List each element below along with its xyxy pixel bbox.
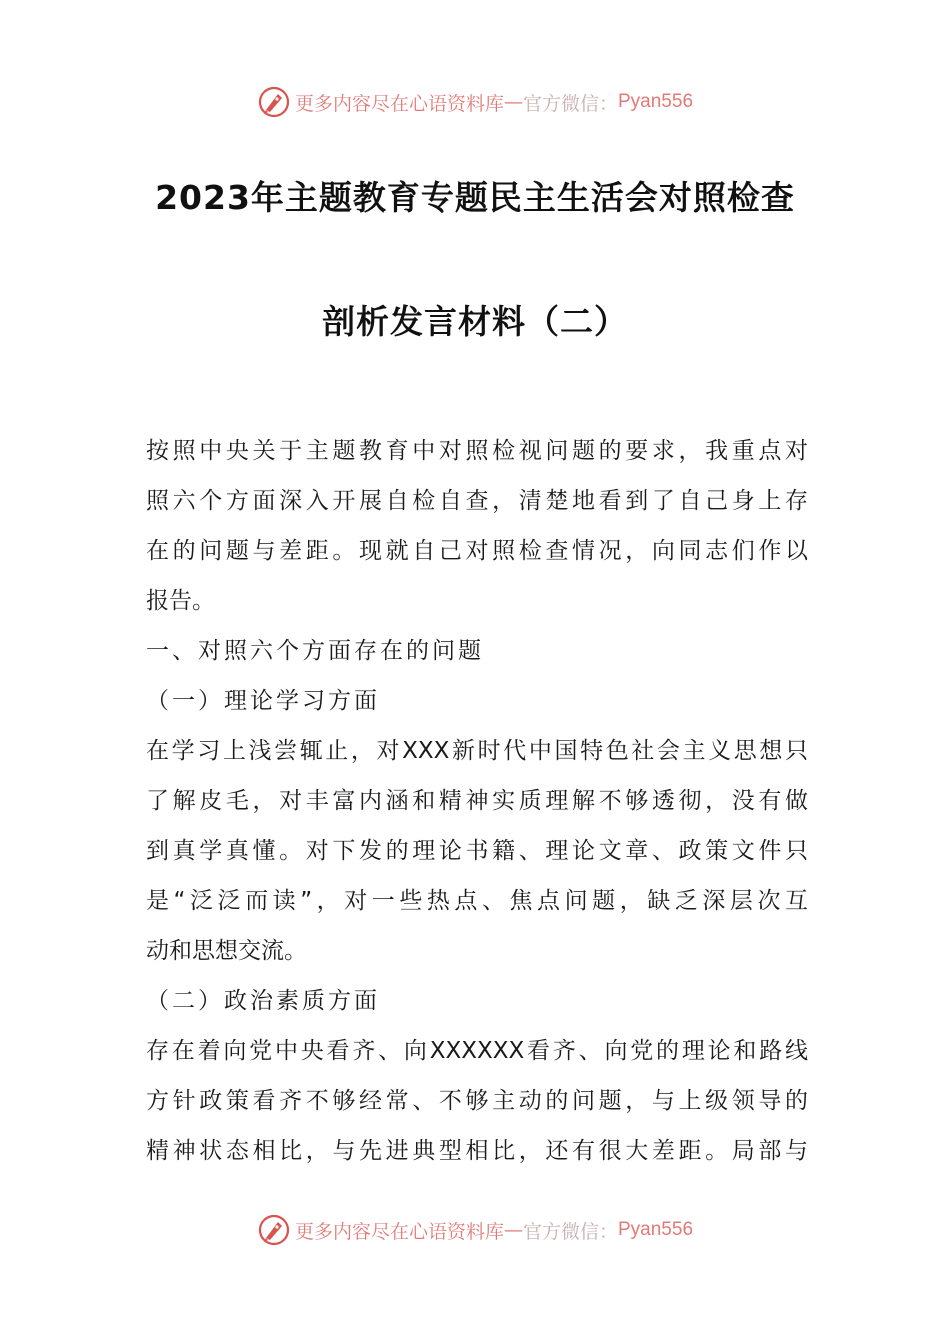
body-line: 到真学真懂。对下发的理论书籍、理论文章、政策文件只 bbox=[146, 838, 808, 864]
footer-watermark-banner bbox=[0, 1210, 950, 1250]
wechat-label: 官方微信： bbox=[522, 1220, 618, 1243]
subsection-heading: （一）理论学习方面 bbox=[146, 688, 380, 714]
wechat-id: Pyan556 bbox=[618, 91, 694, 112]
body-line: 在的问题与差距。现就自己对照检查情况，向同志们作以 bbox=[146, 538, 808, 564]
body-line: 报告。 bbox=[146, 588, 215, 614]
separator-dash: — bbox=[503, 91, 523, 113]
wechat-label: 官方微信： bbox=[522, 92, 618, 115]
body-line: 是“泛泛而读”，对一些热点、焦点问题，缺乏深层次互 bbox=[146, 888, 808, 914]
body-line: 动和思想交流。 bbox=[146, 938, 307, 964]
document-body bbox=[146, 426, 808, 1176]
body-line: 精神状态相比，与先进典型相比，还有很大差距。局部与 bbox=[146, 1138, 808, 1164]
wechat-id: Pyan556 bbox=[618, 1219, 694, 1240]
body-line: 了解皮毛，对丰富内涵和精神实质理解不够透彻，没有做 bbox=[146, 788, 808, 814]
header-watermark-banner bbox=[0, 82, 950, 122]
body-line: 方针政策看齐不够经常、不够主动的问题，与上级领导的 bbox=[146, 1088, 808, 1114]
pen-nib-logo-icon bbox=[257, 1213, 291, 1247]
separator-dash: — bbox=[503, 1219, 523, 1241]
site-name-text: 更多内容尽在心语资料库 bbox=[294, 1220, 504, 1243]
site-name-text: 更多内容尽在心语资料库 bbox=[294, 92, 504, 115]
section-heading: 一、对照六个方面存在的问题 bbox=[146, 638, 484, 664]
body-line: 在学习上浅尝辄止，对XXX新时代中国特色社会主义思想只 bbox=[146, 738, 808, 764]
document-title-line-2: 剖析发言材料（二） bbox=[322, 302, 628, 341]
body-line: 存在着向党中央看齐、向XXXXXX看齐、向党的理论和路线 bbox=[146, 1038, 808, 1064]
subsection-heading: （二）政治素质方面 bbox=[146, 988, 380, 1014]
document-title-line-1: 2023年主题教育专题民主生活会对照检查 bbox=[155, 178, 795, 217]
pen-nib-logo-icon bbox=[257, 85, 291, 119]
body-line: 照六个方面深入开展自检自查，清楚地看到了自己身上存 bbox=[146, 488, 808, 514]
body-line: 按照中央关于主题教育中对照检视问题的要求，我重点对 bbox=[146, 438, 808, 464]
